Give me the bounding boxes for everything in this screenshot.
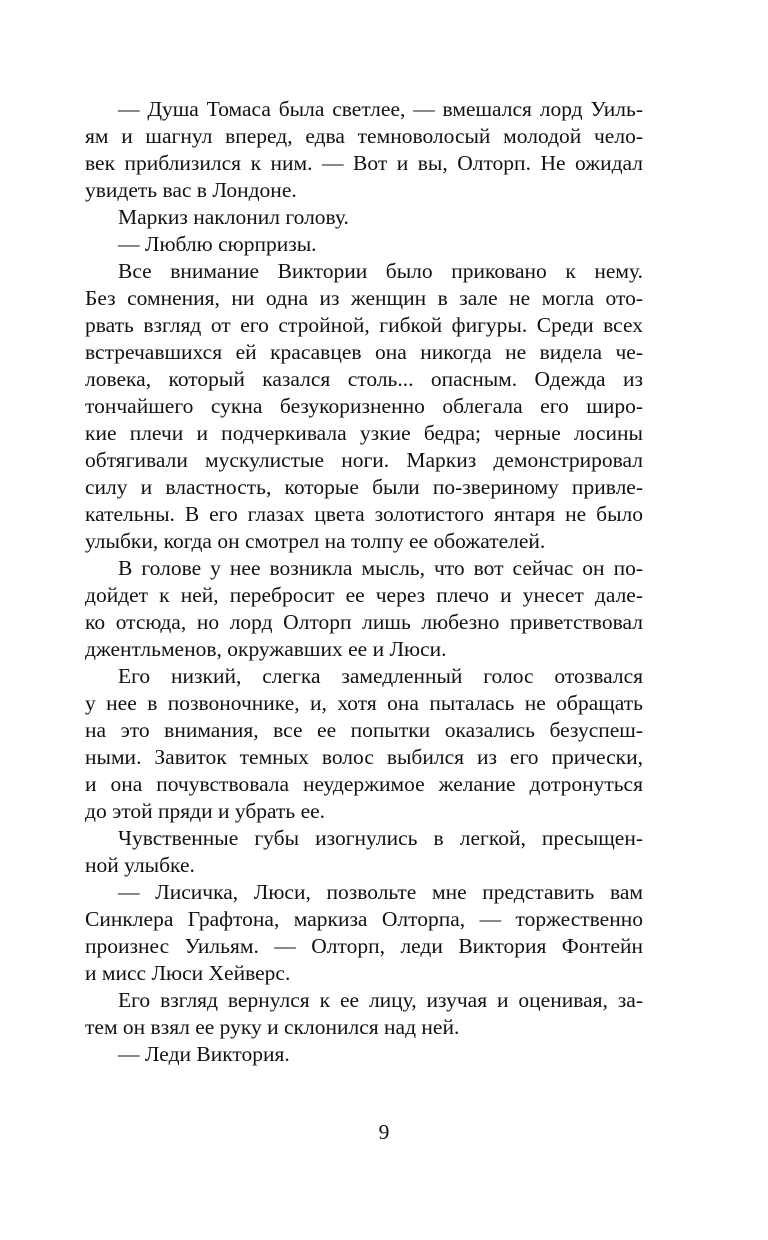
text-line: Маркиз наклонил голову.	[118, 205, 349, 229]
text-line: произнес Уильям. — Олторп, леди Виктория Фонтейн	[85, 934, 643, 958]
page-number: 9	[378, 1120, 390, 1144]
text-line: и она почувствовала неудержимое желание дотронуться	[85, 772, 643, 796]
text-line: Его низкий, слегка замедленный голос отозвался	[118, 664, 643, 688]
text-line: тончайшего сукна безукоризненно облегала его широ-	[85, 394, 643, 418]
text-line: — Лисичка, Люси, позвольте мне представить вам	[118, 880, 643, 904]
text-line: до этой пряди и убрать ее.	[85, 799, 326, 823]
text-line: дойдет к ней, перебросит ее через плечо и унесет дале-	[85, 583, 643, 607]
text-line: Чувственные губы изогнулись в легкой, пресыщен-	[118, 826, 643, 850]
text-line: увидеть вас в Лондоне.	[85, 178, 297, 202]
text-line: обтягивали мускулистые ноги. Маркиз демонстрировал	[85, 448, 643, 472]
text-line: улыбки, когда он смотрел на толпу ее обожателей.	[85, 529, 546, 553]
text-line: тем он взял ее руку и склонился над ней.	[85, 1015, 460, 1039]
text-line: у нее в позвоночнике, и, хотя она пыталась не обращать	[85, 691, 643, 715]
text-line: джентльменов, окружавших ее и Люси.	[85, 637, 447, 661]
text-line: и мисс Люси Хейверс.	[85, 961, 291, 985]
text-line: Все внимание Виктории было приковано к нему.	[118, 259, 643, 283]
text-line: рвать взгляд от его стройной, гибкой фигуры. Среди всех	[85, 313, 643, 337]
text-line: кие плечи и подчеркивала узкие бедра; черные лосины	[85, 421, 643, 445]
text-line: Его взгляд вернулся к ее лицу, изучая и оценивая, за-	[118, 988, 643, 1012]
text-line: В голове у нее возникла мысль, что вот сейчас он по-	[118, 556, 643, 580]
text-line: ными. Завиток темных волос выбился из его прически,	[85, 745, 643, 769]
text-line: ко отсюда, но лорд Олторп лишь любезно приветствовал	[85, 610, 643, 634]
text-line: силу и властность, которые были по-звериному привле-	[85, 475, 643, 499]
page-body-text	[85, 96, 643, 1068]
text-line: ловека, который казался столь... опасным. Одежда из	[85, 367, 643, 391]
text-line: век приблизился к ним. — Вот и вы, Олторп. Не ожидал	[85, 151, 643, 175]
text-line: встречавшихся ей красавцев она никогда не видела че-	[85, 340, 643, 364]
text-line: на это внимания, все ее попытки оказались безуспеш-	[85, 718, 643, 742]
text-line: — Душа Томаса была светлее, — вмешался лорд Уиль-	[118, 97, 643, 121]
text-line: ной улыбке.	[85, 853, 195, 877]
text-line: — Люблю сюрпризы.	[118, 232, 317, 256]
text-line: Синклера Графтона, маркиза Олторпа, — торжественно	[85, 907, 643, 931]
text-line: кательны. В его глазах цвета золотистого янтаря не было	[85, 502, 643, 526]
text-line: ям и шагнул вперед, едва темноволосый молодой чело-	[85, 124, 643, 148]
text-line: — Леди Виктория.	[118, 1042, 290, 1066]
text-line: Без сомнения, ни одна из женщин в зале не могла ото-	[85, 286, 643, 310]
